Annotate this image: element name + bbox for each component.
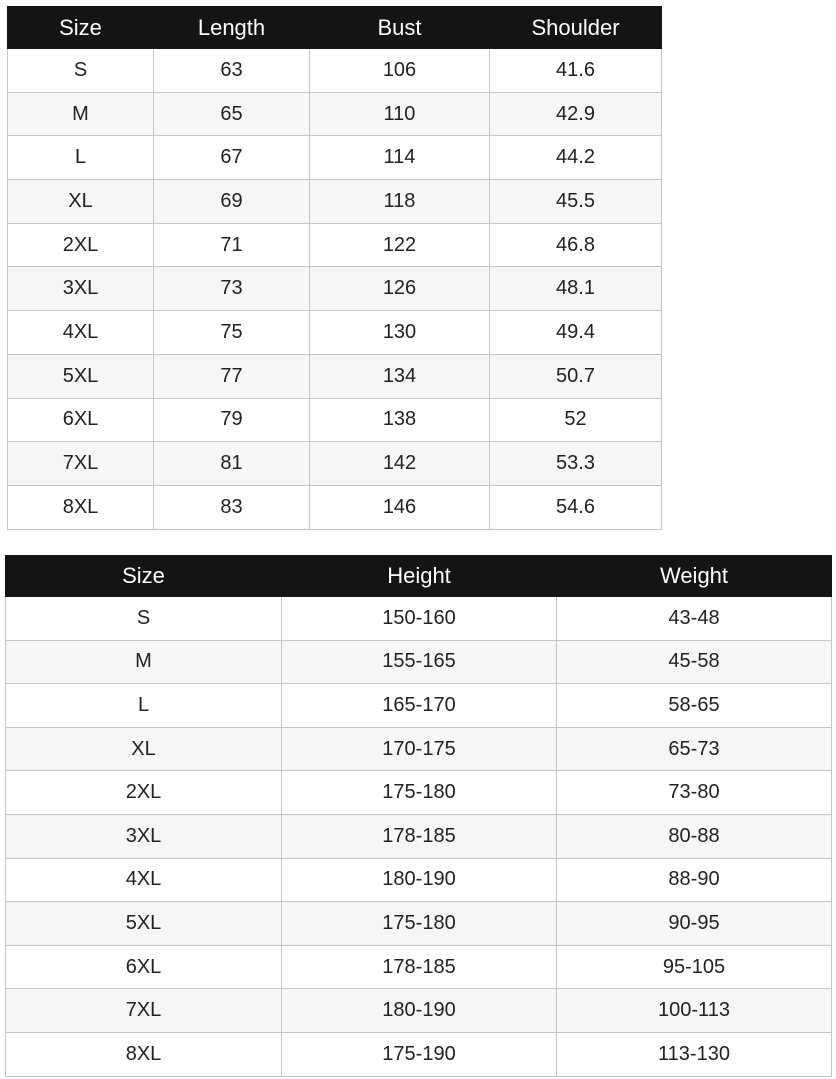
- height-cell: 155-165: [282, 640, 557, 684]
- measurements-size-table: [7, 6, 662, 530]
- weight-cell: 88-90: [557, 858, 832, 902]
- size-cell: 3XL: [8, 267, 154, 311]
- table-row: [6, 1032, 832, 1076]
- column-header-length: Length: [154, 7, 310, 49]
- table-row: [6, 727, 832, 771]
- weight-cell: 65-73: [557, 727, 832, 771]
- table-row: [8, 311, 662, 355]
- length-cell: 63: [154, 49, 310, 93]
- column-header-weight: Weight: [557, 556, 832, 597]
- length-cell: 77: [154, 354, 310, 398]
- weight-cell: 73-80: [557, 771, 832, 815]
- length-cell: 79: [154, 398, 310, 442]
- height-cell: 180-190: [282, 858, 557, 902]
- shoulder-cell: 42.9: [490, 92, 662, 136]
- table-row: [8, 223, 662, 267]
- table-row: [6, 814, 832, 858]
- shoulder-cell: 53.3: [490, 442, 662, 486]
- weight-cell: 58-65: [557, 684, 832, 728]
- height-weight-size-table: [5, 555, 832, 1077]
- bust-cell: 122: [310, 223, 490, 267]
- size-cell: XL: [6, 727, 282, 771]
- column-header-bust: Bust: [310, 7, 490, 49]
- table-row: [8, 136, 662, 180]
- table-row: [6, 597, 832, 641]
- shoulder-cell: 46.8: [490, 223, 662, 267]
- bust-cell: 146: [310, 485, 490, 529]
- size-cell: M: [6, 640, 282, 684]
- shoulder-cell: 44.2: [490, 136, 662, 180]
- table-row: [6, 989, 832, 1033]
- bust-cell: 138: [310, 398, 490, 442]
- column-header-shoulder: Shoulder: [490, 7, 662, 49]
- shoulder-cell: 41.6: [490, 49, 662, 93]
- size-cell: 2XL: [6, 771, 282, 815]
- height-cell: 175-180: [282, 771, 557, 815]
- size-cell: L: [6, 684, 282, 728]
- height-cell: 180-190: [282, 989, 557, 1033]
- size-cell: 4XL: [8, 311, 154, 355]
- shoulder-cell: 48.1: [490, 267, 662, 311]
- weight-cell: 100-113: [557, 989, 832, 1033]
- weight-cell: 90-95: [557, 902, 832, 946]
- size-cell: M: [8, 92, 154, 136]
- length-cell: 69: [154, 180, 310, 224]
- length-cell: 75: [154, 311, 310, 355]
- size-cell: 5XL: [6, 902, 282, 946]
- table-row: [8, 354, 662, 398]
- height-cell: 175-180: [282, 902, 557, 946]
- shoulder-cell: 52: [490, 398, 662, 442]
- shoulder-cell: 45.5: [490, 180, 662, 224]
- table-row: [6, 640, 832, 684]
- table-row: [6, 771, 832, 815]
- height-cell: 165-170: [282, 684, 557, 728]
- table-row: [6, 684, 832, 728]
- table-header-row: [8, 7, 662, 49]
- size-cell: S: [6, 597, 282, 641]
- table-row: [8, 398, 662, 442]
- bust-cell: 126: [310, 267, 490, 311]
- weight-cell: 45-58: [557, 640, 832, 684]
- table-row: [6, 902, 832, 946]
- bust-cell: 110: [310, 92, 490, 136]
- bust-cell: 142: [310, 442, 490, 486]
- table-row: [8, 180, 662, 224]
- weight-cell: 43-48: [557, 597, 832, 641]
- size-cell: 8XL: [6, 1032, 282, 1076]
- table-row: [8, 92, 662, 136]
- bust-cell: 134: [310, 354, 490, 398]
- size-cell: 8XL: [8, 485, 154, 529]
- table-row: [8, 267, 662, 311]
- size-cell: S: [8, 49, 154, 93]
- table-row: [8, 442, 662, 486]
- bust-cell: 106: [310, 49, 490, 93]
- bust-cell: 114: [310, 136, 490, 180]
- size-cell: 7XL: [6, 989, 282, 1033]
- size-cell: 5XL: [8, 354, 154, 398]
- weight-cell: 95-105: [557, 945, 832, 989]
- size-cell: 7XL: [8, 442, 154, 486]
- height-cell: 150-160: [282, 597, 557, 641]
- size-cell: 4XL: [6, 858, 282, 902]
- weight-cell: 80-88: [557, 814, 832, 858]
- table-row: [6, 945, 832, 989]
- length-cell: 65: [154, 92, 310, 136]
- size-cell: 6XL: [8, 398, 154, 442]
- bust-cell: 130: [310, 311, 490, 355]
- column-header-size: Size: [6, 556, 282, 597]
- size-cell: 3XL: [6, 814, 282, 858]
- size-cell: 6XL: [6, 945, 282, 989]
- length-cell: 73: [154, 267, 310, 311]
- size-cell: XL: [8, 180, 154, 224]
- table-row: [8, 485, 662, 529]
- height-cell: 178-185: [282, 814, 557, 858]
- height-cell: 175-190: [282, 1032, 557, 1076]
- shoulder-cell: 54.6: [490, 485, 662, 529]
- length-cell: 71: [154, 223, 310, 267]
- column-header-size: Size: [8, 7, 154, 49]
- column-header-height: Height: [282, 556, 557, 597]
- height-cell: 178-185: [282, 945, 557, 989]
- size-cell: L: [8, 136, 154, 180]
- height-cell: 170-175: [282, 727, 557, 771]
- size-cell: 2XL: [8, 223, 154, 267]
- length-cell: 67: [154, 136, 310, 180]
- bust-cell: 118: [310, 180, 490, 224]
- weight-cell: 113-130: [557, 1032, 832, 1076]
- shoulder-cell: 50.7: [490, 354, 662, 398]
- table-header-row: [6, 556, 832, 597]
- length-cell: 83: [154, 485, 310, 529]
- length-cell: 81: [154, 442, 310, 486]
- shoulder-cell: 49.4: [490, 311, 662, 355]
- table-row: [6, 858, 832, 902]
- table-row: [8, 49, 662, 93]
